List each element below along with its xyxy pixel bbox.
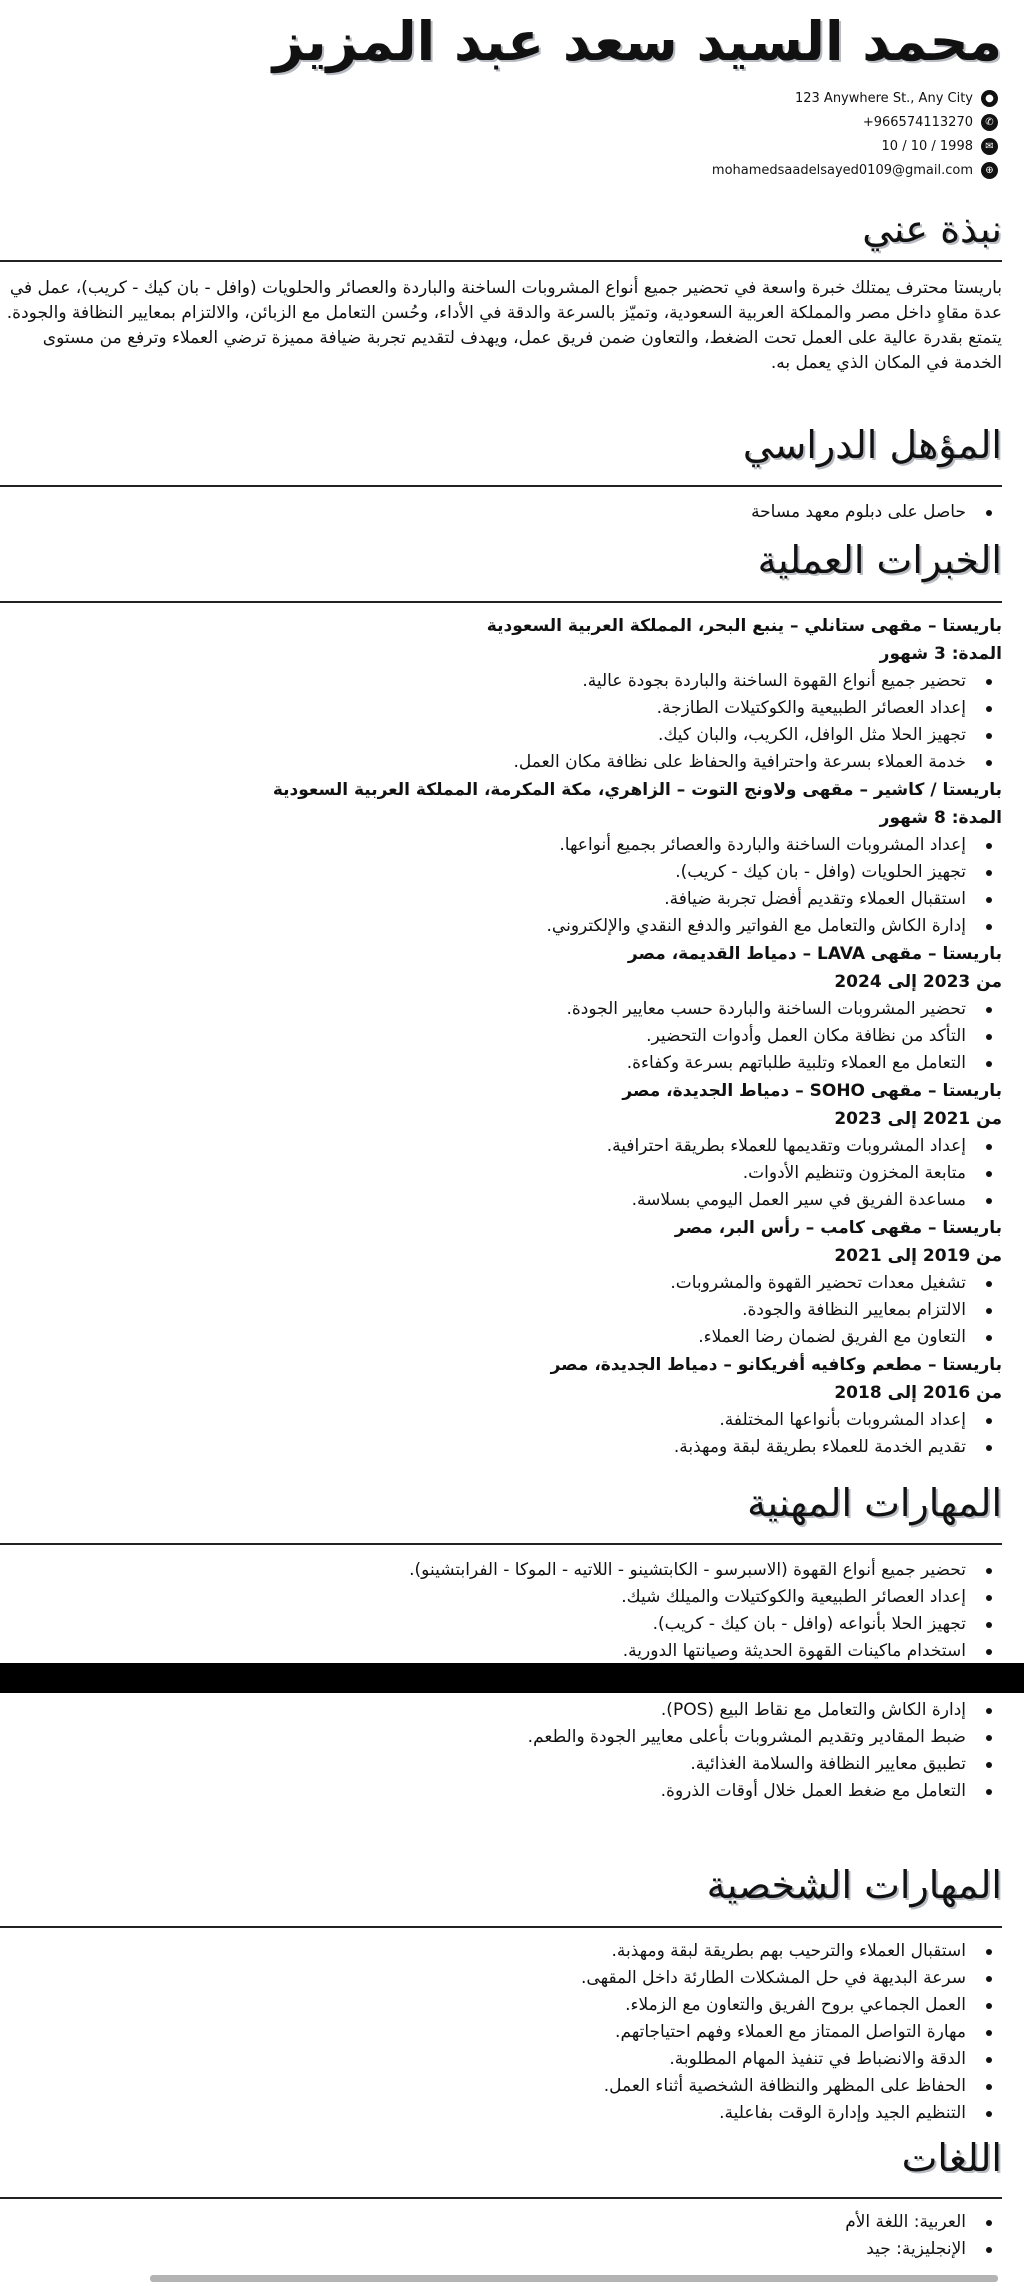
list-item: ضبط المقادير وتقديم المشروبات بأعلى معايير الجودة والطعم. — [22, 1724, 1002, 1751]
applicant-name: محمد السيد سعد عبد المزيز — [272, 10, 1002, 73]
horizontal-scrollbar[interactable] — [150, 2275, 998, 2282]
experience-title: الخبرات العملية — [757, 538, 1002, 582]
job-entry — [22, 940, 1002, 1077]
job-duration: من 2023 إلى 2024 — [834, 972, 1002, 992]
job-entry — [22, 1214, 1002, 1351]
section-divider — [0, 1543, 1002, 1545]
list-item: التعامل مع العملاء وتلبية طلباتهم بسرعة وكفاءة. — [22, 1050, 1002, 1077]
list-item: حاصل على دبلوم معهد مساحة — [22, 499, 1002, 526]
location-icon: ● — [981, 90, 998, 107]
languages-section — [22, 2209, 1002, 2263]
job-entry — [22, 776, 1002, 940]
list-item: متابعة المخزون وتنظيم الأدوات. — [22, 1160, 1002, 1187]
list-item: الحفاظ على المظهر والنظافة الشخصية أثناء العمل. — [22, 2073, 1002, 2100]
contact-birthdate-text: 10 / 10 / 1998 — [881, 138, 973, 154]
job-title: باريستا – مقهى SOHO – دمياط الجديدة، مصر — [622, 1081, 1002, 1101]
list-item: العربية: اللغة الأم — [22, 2209, 1002, 2236]
job-entry — [22, 612, 1002, 776]
section-divider — [0, 601, 1002, 603]
list-item: استقبال العملاء والترحيب بهم بطريقة لبقة ومهذبة. — [22, 1938, 1002, 1965]
contact-phone — [298, 110, 998, 134]
job-title: باريستا – مقهى LAVA – دمياط القديمة، مصر — [627, 944, 1002, 964]
professional-skills-title: المهارات المهنية — [747, 1481, 1002, 1525]
contact-phone-text: +966574113270 — [862, 114, 973, 130]
calendar-icon: ✉ — [981, 138, 998, 155]
education-section — [22, 499, 1002, 526]
contact-address — [298, 86, 998, 110]
list-item: تجهيز الحلا مثل الوافل، الكريب، والبان كيك. — [22, 722, 1002, 749]
job-entry — [22, 1077, 1002, 1214]
phone-icon: ✆ — [981, 114, 998, 131]
job-duration: المدة: 8 شهور — [879, 808, 1002, 828]
contact-address-text: 123 Anywhere St., Any City — [794, 90, 973, 106]
contact-list — [298, 86, 998, 182]
list-item: التعامل مع ضغط العمل خلال أوقات الذروة. — [22, 1778, 1002, 1805]
job-duration: من 2016 إلى 2018 — [834, 1383, 1002, 1403]
list-item: إعداد المشروبات الساخنة والباردة والعصائر بجميع أنواعها. — [22, 832, 1002, 859]
section-divider — [0, 1926, 1002, 1928]
job-title: باريستا / كاشير – مقهى ولاونج التوت – الزاهري، مكة المكرمة، المملكة العربية السعودية — [272, 780, 1002, 800]
job-title: باريستا – مقهى كامب – رأس البر، مصر — [674, 1218, 1002, 1238]
about-text — [2, 276, 1002, 376]
list-item: تجهيز الحلا بأنواعه (وافل - بان كيك - كريب). — [22, 1611, 1002, 1638]
list-item: الالتزام بمعايير النظافة والجودة. — [22, 1297, 1002, 1324]
list-item: التنظيم الجيد وإدارة الوقت بفاعلية. — [22, 2100, 1002, 2127]
list-item: خدمة العملاء بسرعة واحترافية والحفاظ على نظافة مكان العمل. — [22, 749, 1002, 776]
list-item: مساعدة الفريق في سير العمل اليومي بسلاسة. — [22, 1187, 1002, 1214]
list-item: إعداد العصائر الطبيعية والكوكتيلات والميلك شيك. — [22, 1584, 1002, 1611]
contact-birthdate — [298, 134, 998, 158]
contact-email — [298, 158, 998, 182]
languages-title: اللغات — [901, 2136, 1002, 2180]
section-divider — [0, 485, 1002, 487]
about-title: نبذة عني — [862, 207, 1002, 251]
list-item: تحضير جميع أنواع القهوة الساخنة والباردة بجودة عالية. — [22, 668, 1002, 695]
job-duration: من 2019 إلى 2021 — [834, 1246, 1002, 1266]
professional-skills-section — [22, 1557, 1002, 1665]
section-divider — [0, 260, 1002, 262]
personal-skills-title: المهارات الشخصية — [706, 1863, 1002, 1907]
list-item: الإنجليزية: جيد — [22, 2236, 1002, 2263]
list-item: تحضير جميع أنواع القهوة (الاسبرسو - الكابتشينو - اللاتيه - الموكا - الفرابتشينو). — [22, 1557, 1002, 1584]
list-item: استقبال العملاء وتقديم أفضل تجربة ضيافة. — [22, 886, 1002, 913]
list-item: إعداد العصائر الطبيعية والكوكتيلات الطازجة. — [22, 695, 1002, 722]
list-item: تشغيل معدات تحضير القهوة والمشروبات. — [22, 1270, 1002, 1297]
personal-skills-section — [22, 1938, 1002, 2127]
list-item: إدارة الكاش والتعامل مع الفواتير والدفع النقدي والإلكتروني. — [22, 913, 1002, 940]
job-title: باريستا – مطعم وكافيه أفريكانو – دمياط الجديدة، مصر — [550, 1355, 1002, 1375]
contact-email-text: mohamedsaadelsayed0109@gmail.com — [711, 162, 973, 178]
job-entry — [22, 1351, 1002, 1461]
experience-section — [22, 612, 1002, 1461]
page-break-bar — [0, 1663, 1024, 1693]
list-item: تجهيز الحلويات (وافل - بان كيك - كريب). — [22, 859, 1002, 886]
list-item: مهارة التواصل الممتاز مع العملاء وفهم احتياجاتهم. — [22, 2019, 1002, 2046]
list-item: التأكد من نظافة مكان العمل وأدوات التحضير. — [22, 1023, 1002, 1050]
job-duration: المدة: 3 شهور — [879, 644, 1002, 664]
list-item: إعداد المشروبات وتقديمها للعملاء بطريقة احترافية. — [22, 1133, 1002, 1160]
about-paragraph: باريستا محترف يمتلك خبرة واسعة في تحضير جميع أنواع المشروبات الساخنة والباردة والعصائر والحلويات (وافل - بان كيك - كريب)، عمل في عدة مقاهٍ داخل مصر والمملكة العربية السعودية، وتميّز بالسرعة والدقة في الأداء، وحُسن التعامل مع الزبائن، والالتزام بمعايير النظافة والجودة. — [6, 278, 1002, 323]
about-paragraph: يتمتع بقدرة عالية على العمل تحت الضغط، والتعاون ضمن فريق عمل، ويهدف لتقديم تجربة ضيافة مميزة ترضي العملاء وترفع من مستوى الخدمة في المكان الذي يعمل به. — [42, 328, 1002, 373]
job-title: باريستا – مقهى ستانلي – ينبع البحر، المملكة العربية السعودية — [486, 616, 1002, 636]
section-divider — [0, 2197, 1002, 2199]
list-item: تطبيق معايير النظافة والسلامة الغذائية. — [22, 1751, 1002, 1778]
list-item: إدارة الكاش والتعامل مع نقاط البيع (POS). — [22, 1697, 1002, 1724]
list-item: الدقة والانضباط في تنفيذ المهام المطلوبة. — [22, 2046, 1002, 2073]
list-item: استخدام ماكينات القهوة الحديثة وصيانتها الدورية. — [22, 1638, 1002, 1665]
list-item: إعداد المشروبات بأنواعها المختلفة. — [22, 1407, 1002, 1434]
list-item: العمل الجماعي بروح الفريق والتعاون مع الزملاء. — [22, 1992, 1002, 2019]
list-item: تحضير المشروبات الساخنة والباردة حسب معايير الجودة. — [22, 996, 1002, 1023]
list-item: تقديم الخدمة للعملاء بطريقة لبقة ومهذبة. — [22, 1434, 1002, 1461]
globe-icon: ⊕ — [981, 162, 998, 179]
professional-skills-continued — [22, 1697, 1002, 1805]
list-item: التعاون مع الفريق لضمان رضا العملاء. — [22, 1324, 1002, 1351]
job-duration: من 2021 إلى 2023 — [834, 1109, 1002, 1129]
list-item: سرعة البديهة في حل المشكلات الطارئة داخل المقهى. — [22, 1965, 1002, 1992]
education-title: المؤهل الدراسي — [742, 423, 1002, 467]
